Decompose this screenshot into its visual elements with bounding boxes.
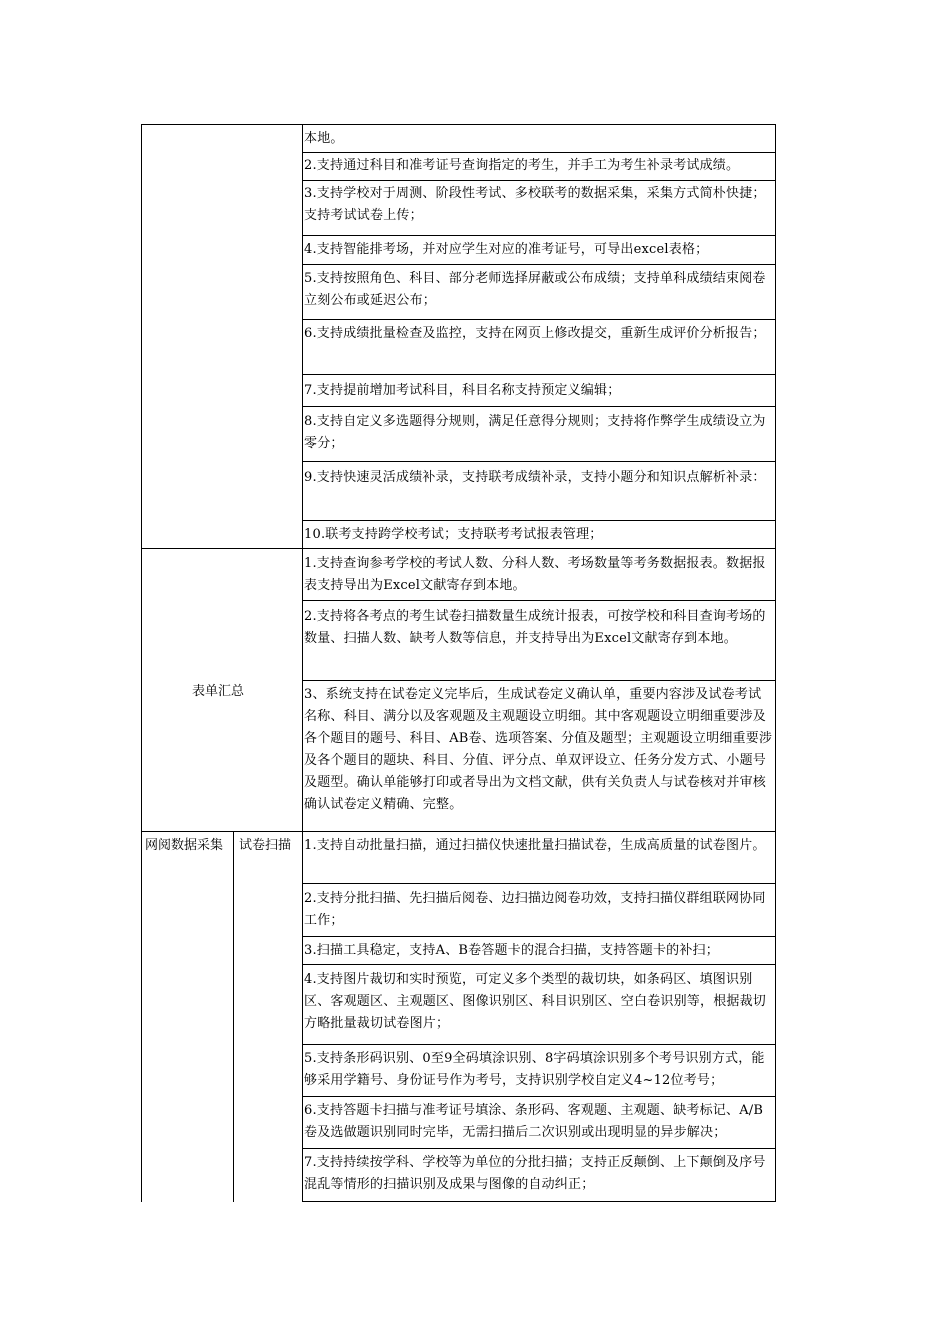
section-label-form-summary: 表单汇总: [192, 684, 245, 699]
requirement-item: 10.联考支持跨学校考试；支持联考考试报表管理；: [304, 527, 603, 542]
requirement-item: 4.支持智能排考场，并对应学生对应的准考证号，可导出excel表格；: [304, 242, 709, 257]
row-line: [302, 964, 776, 965]
row-line: [302, 406, 776, 407]
section-line: [141, 548, 776, 549]
row-line: [302, 1201, 776, 1202]
row-line: [302, 600, 776, 601]
requirement-item: 5.支持条形码识别、0至9全码填涂识别、8字码填涂识别多个考号识别方式，能够采用学籍号、身份证号作为考号，支持识别学校自定义4~12位考号；: [304, 1051, 765, 1088]
row-line: [302, 264, 776, 265]
table-divider-label-content: [302, 124, 303, 1202]
row-line: [302, 1044, 776, 1045]
requirement-item: 3.支持学校对于周测、阶段性考试、多校联考的数据采集，采集方式简朴快捷；支持考试试卷上传；: [304, 186, 766, 223]
row-line: [302, 319, 776, 320]
row-line: [302, 936, 776, 937]
requirement-item: 6.支持成绩批量检查及监控，支持在网页上修改提交，重新生成评价分析报告；: [304, 326, 766, 341]
requirement-item: 3、系统支持在试卷定义完毕后，生成试卷定义确认单，重要内容涉及试卷考试名称、科目、满分以及客观题及主观题设立明细。其中客观题设立明细重要涉及各个题目的题号、科目、AB卷、选项答案、分值及题型；主观题设立明细重要涉及各个题目的题块、科目、分值、评分点、单双评设立、任务分发方式、小题号及题型。确认单能够打印或者导出为文档文献，供有关负责人与试卷核对并审核确认试卷定义精确、完整。: [304, 687, 773, 812]
requirement-item: 3.扫描工具稳定，支持A、B卷答题卡的混合扫描，支持答题卡的补扫；: [304, 943, 719, 958]
row-line: [302, 235, 776, 236]
requirement-item: 2.支持将各考点的考生试卷扫描数量生成统计报表，可按学校和科目查询考场的数量、扫描人数、缺考人数等信息，并支持导出为Excel文献寄存到本地。: [304, 609, 766, 646]
row-line: [302, 520, 776, 521]
requirement-item: 1.支持自动批量扫描，通过扫描仪快速批量扫描试卷，生成高质量的试卷图片。: [304, 838, 766, 853]
requirement-item: 8.支持自定义多选题得分规则，满足任意得分规则；支持将作弊学生成绩设立为零分；: [304, 414, 766, 451]
requirement-item: 7.支持提前增加考试科目，科目名称支持预定义编辑；: [304, 383, 621, 398]
section-label-data-collection: 网阅数据采集: [145, 838, 224, 853]
table-border-right: [775, 124, 776, 1202]
section-label-paper-scan: 试卷扫描: [239, 838, 292, 853]
requirement-item: 6.支持答题卡扫描与准考证号填涂、条形码、客观题、主观题、缺考标记、A/B卷及选做题识别同时完毕，无需扫描后二次识别或出现明显的异步解决；: [304, 1103, 764, 1140]
requirement-item: 本地。: [304, 131, 344, 146]
requirement-item: 4.支持图片裁切和实时预览，可定义多个类型的裁切块，如条码区、填图识别区、客观题区、主观题区、图像识别区、科目识别区、空白卷识别等，根据裁切方略批量裁切试卷图片；: [304, 972, 767, 1031]
row-line: [302, 152, 776, 153]
row-line: [302, 1148, 776, 1149]
requirement-item: 9.支持快速灵活成绩补录，支持联考成绩补录，支持小题分和知识点解析补录：: [304, 470, 766, 485]
row-line: [302, 680, 776, 681]
requirement-item: 7.支持持续按学科、学校等为单位的分批扫描；支持正反颠倒、上下颠倒及序号混乱等情形的扫描识别及成果与图像的自动纠正；: [304, 1155, 766, 1192]
row-line: [302, 1096, 776, 1097]
row-line: [302, 461, 776, 462]
table-border-top: [141, 124, 776, 125]
row-line: [302, 883, 776, 884]
row-line: [302, 374, 776, 375]
requirement-item: 1.支持查询参考学校的考试人数、分科人数、考场数量等考务数据报表。数据报表支持导出为Excel文献寄存到本地。: [304, 556, 766, 593]
section-line: [141, 831, 776, 832]
requirement-item: 2.支持分批扫描、先扫描后阅卷、边扫描边阅卷功效，支持扫描仪群组联网协同工作；: [304, 891, 766, 928]
requirement-item: 5.支持按照角色、科目、部分老师选择屏蔽或公布成绩；支持单科成绩结束阅卷立刻公布或延迟公布；: [304, 271, 766, 308]
row-line: [302, 180, 776, 181]
table-border-left: [141, 124, 142, 1202]
table-divider-group-sub: [233, 831, 234, 1202]
requirement-item: 2.支持通过科目和准考证号查询指定的考生，并手工为考生补录考试成绩。: [304, 158, 740, 173]
